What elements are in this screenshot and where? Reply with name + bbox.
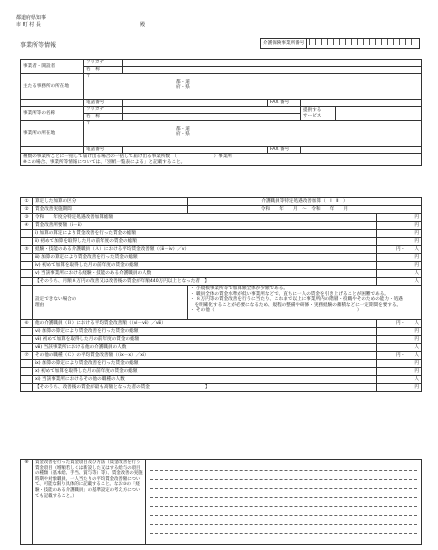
row-unit[interactable]: 円・ 人 <box>377 320 422 328</box>
indent-cell <box>21 336 33 344</box>
sub-row-unit[interactable]: 人 <box>377 376 422 384</box>
row-label: 賃金改善を行った賃金項目及び方法（賃金改善を行う賃金項目（増額若しくは新設した又はする給与の項目の種類（基本給、手当、賞与等）等）、賃金改善の実施時期や対象職員、一人当たりの平均賃金改善額について、可能な限り具体的に記載すること。なお③の「経験・技能のある介護職員」の基準設定の考え方についても記載すること。） <box>33 460 146 545</box>
sub-row-unit[interactable]: 円 <box>377 384 422 392</box>
sub-row-label: ⅵ) 加算の算定により賃金改善を行った賃金の総額 <box>33 328 377 336</box>
indent-cell <box>21 376 33 384</box>
sub-row-unit[interactable]: 円 <box>377 230 422 238</box>
indent-cell <box>21 278 33 286</box>
fax-field[interactable] <box>301 147 422 154</box>
office-address-field[interactable] <box>84 121 422 147</box>
sub-row-unit[interactable]: 人 <box>377 278 422 286</box>
multi-office-note-line2: ※この場合、事業所等情報については、「別紙一覧表による」と記載すること。 <box>23 159 186 165</box>
reason-item[interactable]: ・ ８万円等の賃金改善を行うに当たり、これまで以上に事業所内の階層・役職やそのための能力・処遇 <box>190 297 403 302</box>
business-info-table <box>20 59 422 166</box>
sub-row-unit[interactable]: 円 <box>377 368 422 376</box>
multi-office-note-line1: 複数の事業所ごとに一括して届け出る場合の一括して届け出る事業所数 （ ）事業所 <box>23 154 233 159</box>
tel-label: 電話番号 <box>84 100 123 107</box>
service-field[interactable] <box>336 107 422 121</box>
row-number: ⑥ <box>21 320 33 328</box>
sub-row-label: 【そのうち、改善後の賃金が最も高額となった者の賃金 】 <box>33 384 377 392</box>
fax-field[interactable] <box>301 100 422 107</box>
sub-row-unit[interactable]: 円 <box>377 238 422 246</box>
pref-line1: 都・道 <box>176 126 190 132</box>
row-label: 賃金改善所要額（ⅰ－ⅱ） <box>33 222 377 230</box>
indent-cell <box>21 238 33 246</box>
fax-label: FAX 番号 <box>268 100 301 107</box>
sub-row-unit[interactable]: 円 <box>377 254 422 262</box>
pref-line2: 府・県 <box>176 132 190 137</box>
sub-row-label: 【そのうち、月額８万円の改善又は改善後の賃金が年額440万円以上となった者 】 <box>33 278 377 286</box>
office-name-sub: 名 称 <box>84 114 123 121</box>
indent-cell <box>21 360 33 368</box>
row-number: ③ <box>21 214 33 222</box>
row-number: ① <box>21 198 33 206</box>
reason-item[interactable]: ・ 小規模事業所等で加算額全体が少額である。 <box>190 286 288 291</box>
row-label: 算定した加算の区分 <box>33 198 188 206</box>
spacer <box>21 147 84 154</box>
indent-cell <box>21 254 33 262</box>
row-number: ⑧ <box>21 460 33 545</box>
sub-row-unit[interactable]: 円 <box>377 262 422 270</box>
sub-row-unit[interactable]: 人 <box>377 270 422 278</box>
row-unit[interactable]: 円・ 人 <box>377 246 422 254</box>
addressee-line2: 市 町 村 長 <box>16 22 41 28</box>
sub-row-label: ⅳ) 初めて加算を取得した月の前年度の賃金の総額 <box>33 262 377 270</box>
pref-line2: 府・県 <box>176 85 190 90</box>
postal-mark: 〒 <box>86 74 91 79</box>
indent-cell <box>21 262 33 270</box>
row-unit[interactable]: 円 <box>377 214 422 222</box>
sub-row-label: ⅷ) 当該事業所における他の介護職員の人数 <box>33 344 377 352</box>
fax-label: FAX 番号 <box>268 147 301 154</box>
indent-cell <box>21 286 33 320</box>
sub-row-label: ⅴ) 当該事業所における経験・技能のある介護職員の人数 <box>33 270 377 278</box>
indent-cell <box>21 344 33 352</box>
office-furigana-field[interactable] <box>123 107 301 114</box>
office-furigana-label: フリガナ <box>84 107 123 114</box>
row-label: 他の介護職員（Ｂ）における平均賃金改善額（（ⅵ－ⅶ）／ⅷ） <box>33 320 377 328</box>
postal-mark: 〒 <box>86 121 91 126</box>
reason-item[interactable]: ・ その他（ ） <box>190 308 362 313</box>
sub-row-label: ⅹ) 初めて加算を取得した月の前年度の賃金の総額 <box>33 368 377 376</box>
indent-cell <box>21 384 33 392</box>
pref-line1: 都・道 <box>176 79 190 85</box>
sub-row-label: ⅱ) 初めて加算を取得した月の前年度の賃金の総額 <box>33 238 377 246</box>
care-number-label: 介護保険事業所番号 <box>261 39 307 49</box>
operator-furigana-field[interactable] <box>123 60 422 67</box>
row-number: ④ <box>21 222 33 230</box>
indent-cell <box>21 230 33 238</box>
office-name-field[interactable] <box>123 114 301 121</box>
wage-method-field[interactable] <box>146 460 422 545</box>
indent-cell <box>21 328 33 336</box>
improvement-table <box>20 197 422 392</box>
row-number: ⑦ <box>21 352 33 360</box>
sub-row-label: ⅺ) 当該事業所におけるその他の職種の人数 <box>33 376 377 384</box>
main-office-address-label: 主たる事務所の所在地 <box>21 74 84 100</box>
sub-row-unit[interactable]: 円 <box>377 328 422 336</box>
addressee-suffix: 殿 <box>140 22 146 28</box>
sub-row-label: ⅸ) 加算の算定により賃金改善を行った賃金の総額 <box>33 360 377 368</box>
office-address-label: 事業所の所在地 <box>21 121 84 147</box>
reason-item[interactable]: を明確化することが必要になるため、規程の整備や研修・実務経験の蓄積などに一定期間を要する。 <box>190 302 402 308</box>
tel-label: 電話番号 <box>84 147 123 154</box>
row-number: ⑤ <box>21 246 33 254</box>
tel-field[interactable] <box>123 100 268 107</box>
sub-row-label: ⅲ) 加算の算定により賃金改善を行った賃金の総額 <box>33 254 377 262</box>
service-label: 提供する サービス <box>301 107 336 121</box>
sub-row-label: ⅰ) 加算の算定により賃金改善を行った賃金の総額 <box>33 230 377 238</box>
operator-name-sub: 名 称 <box>84 67 123 74</box>
page-title: 事業所等情報 <box>20 42 57 49</box>
row-value[interactable]: 令和 年 月 ～ 令和 年 月 <box>188 206 422 214</box>
tel-field[interactable] <box>123 147 268 154</box>
main-office-address-field[interactable] <box>84 74 422 100</box>
reason-item[interactable]: ・ 職員全体の賃金水準が低い事業所などで、直ちに一人の賃金を引き上げることが困難である。 <box>190 291 389 297</box>
operator-name-label: 事業者・開設者 <box>21 60 84 74</box>
care-number-input[interactable] <box>307 39 420 49</box>
operator-name-field[interactable] <box>123 67 422 74</box>
row-label: 経験・技能のある介護職員（Ａ）における平均賃金改善額（（ⅲ－ⅳ）／ⅴ） <box>33 246 377 254</box>
care-number-box <box>260 38 420 49</box>
spacer <box>21 100 84 107</box>
reason-label: 設定できない場合の 理由 <box>33 286 188 320</box>
row-label: その他の職種（Ｃ）の平均賃金改善額（（ⅸ－ⅹ）／ⅺ） <box>33 352 377 360</box>
reason-list <box>188 286 422 320</box>
operator-furigana-label: フリガナ <box>84 60 123 67</box>
row-unit[interactable]: 円・ 人 <box>377 352 422 360</box>
addressee-line1: 都道府県知事 <box>16 15 47 21</box>
sub-row-unit[interactable]: 人 <box>377 344 422 352</box>
sub-row-unit[interactable]: 円 <box>377 360 422 368</box>
sub-row-label: ⅶ) 初めて加算を取得した月の前年度の賃金の総額 <box>33 336 377 344</box>
row-unit[interactable]: 円 <box>377 222 422 230</box>
row-number: ② <box>21 206 33 214</box>
office-name-label: 事業所等の名称 <box>21 107 84 121</box>
row-value[interactable]: 介護職員等特定処遇改善加算（ Ⅰ Ⅱ ） <box>188 198 422 206</box>
row-label: 賃金改善実施期間 <box>33 206 188 214</box>
wage-method-table <box>20 459 422 545</box>
row-label: 令和 年度分特定処遇改善加算総額 <box>33 214 377 222</box>
indent-cell <box>21 368 33 376</box>
indent-cell <box>21 270 33 278</box>
multi-office-note <box>21 154 422 166</box>
sub-row-unit[interactable]: 円 <box>377 336 422 344</box>
